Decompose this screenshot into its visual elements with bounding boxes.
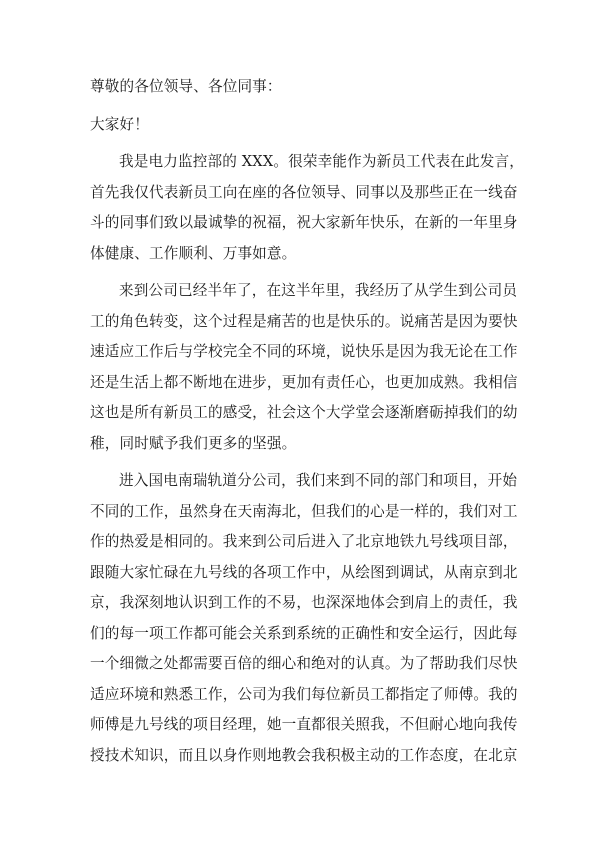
paragraph-1 [90,147,525,269]
document-body [90,72,525,771]
paragraph-line: 京，我深刻地认识到工作的不易，也深深地体会到肩上的责任，我 [90,594,518,611]
paragraph-line: 还是生活上都不断地在进步，更加有责任心，也更加成熟。我相信 [90,373,518,391]
paragraph-3 [90,466,518,771]
paragraph-line: 速适应工作后与学校完全不同的环境，说快乐是因为我无论在工作 [90,343,518,360]
paragraph-line: 稚，同时赋予我们更多的坚强。 [90,434,297,452]
salutation: 尊敬的各位领导、各位同事： [90,78,282,95]
paragraph-line: 作的热爱是相同的。我来到公司后进入了北京地铁九号线项目部， [90,533,518,550]
paragraph-line: 工的角色转变，这个过程是痛苦的也是快乐的。说痛苦是因为要快 [90,312,518,330]
paragraph-line: 授技术知识，而且以身作则地教会我积极主动的工作态度，在北京 [90,746,518,764]
paragraph-line: 进入国电南瑞轨道分公司，我们来到不同的部门和项目，开始 [119,472,518,489]
paragraph-line: 不同的工作，虽然身在天南海北，但我们的心是一样的，我们对工 [90,502,518,520]
paragraph-line: 适应环境和熟悉工作，公司为我们每位新员工都指定了师傅。我的 [90,685,518,703]
paragraph-line: 师傅是九号线的项目经理，她一直都很关照我，不但耐心地向我传 [90,716,518,733]
paragraph-line: 斗的同事们致以最诚挚的祝福，祝大家新年快乐，在新的一年里身 [90,214,518,231]
paragraph-line: 跟随大家忙碌在九号线的各项工作中，从绘图到调试，从南京到北 [90,563,518,581]
paragraph-line: 们的每一项工作都可能会关系到系统的正确性和安全运行，因此每 [90,624,518,642]
paragraph-line: 体健康、工作顺利、万事如意。 [90,244,297,262]
paragraph-line: 这也是所有新员工的感受，社会这个大学堂会逐渐磨砺掉我们的幼 [90,404,518,421]
paragraph-2 [90,276,518,459]
paragraph-line: 来到公司已经半年了，在这半年里，我经历了从学生到公司员 [119,282,518,299]
paragraph-line: 一个细微之处都需要百倍的细心和绝对的认真。为了帮助我们尽快 [90,655,518,672]
greeting: 大家好！ [90,115,149,133]
paragraph-line: 我是电力监控部的 XXX。很荣幸能作为新员工代表在此发言， [119,153,525,170]
paragraph-line: 首先我仅代表新员工向在座的各位领导、同事以及那些正在一线奋 [90,183,518,201]
